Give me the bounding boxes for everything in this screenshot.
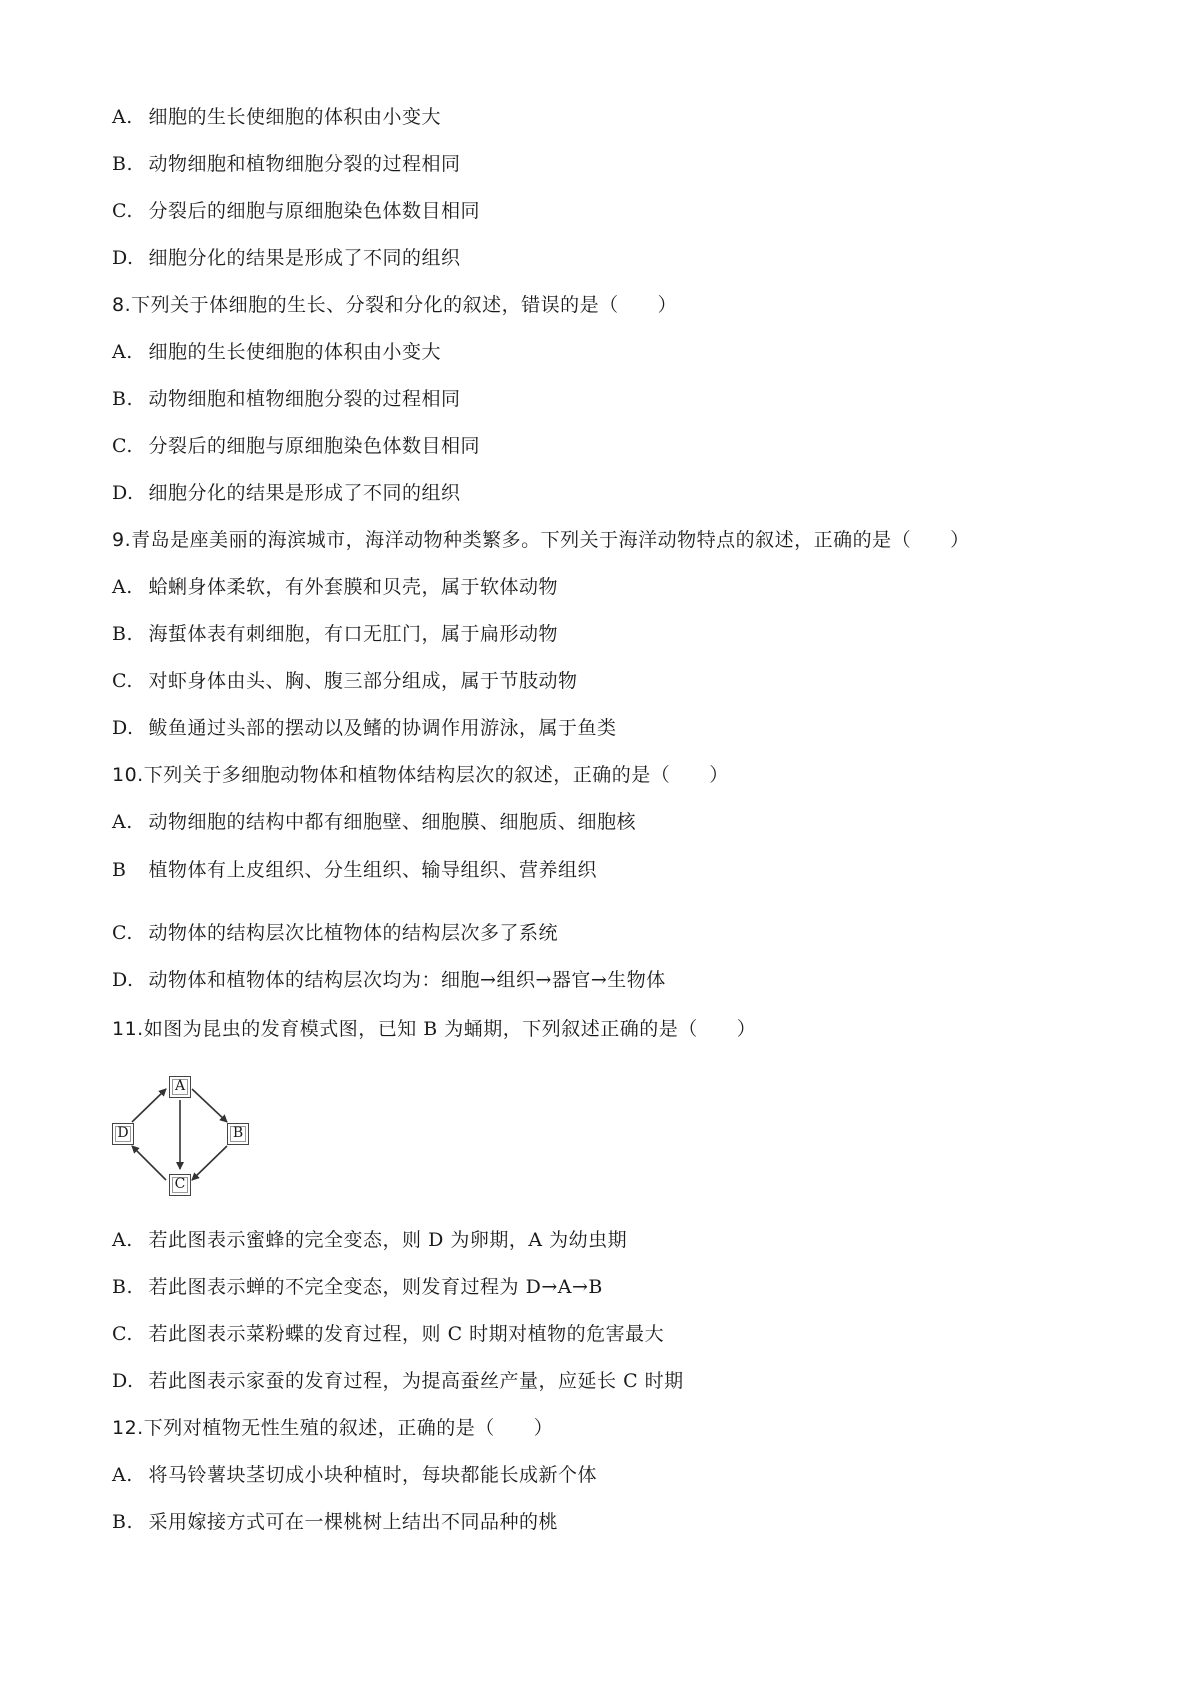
option-label: B. <box>112 1511 134 1533</box>
option-text: 若此图表示家蚕的发育过程，为提高蚕丝产量，应延长 C 时期 <box>148 1370 684 1392</box>
arrow-c-to-d <box>132 1146 166 1180</box>
node-c: C <box>169 1174 191 1196</box>
option-label: C. <box>112 200 133 222</box>
option-text: 动物体的结构层次比植物体的结构层次多了系统 <box>148 922 559 944</box>
option-text: 分裂后的细胞与原细胞染色体数目相同 <box>148 435 481 457</box>
option-a <box>112 574 558 600</box>
option-c <box>112 1321 664 1347</box>
question-number: 8. <box>112 294 132 316</box>
option-b <box>112 386 461 412</box>
option-label: A. <box>112 1464 133 1486</box>
option-text: 将马铃薯块茎切成小块种植时，每块都能长成新个体 <box>148 1464 598 1486</box>
question-number: 12. <box>112 1417 144 1439</box>
option-label: A. <box>112 576 133 598</box>
option-a <box>112 809 636 835</box>
option-text: 细胞的生长使细胞的体积由小变大 <box>148 106 442 128</box>
option-label: C. <box>112 1323 133 1345</box>
question-number: 11. <box>112 1018 144 1040</box>
option-d <box>112 480 461 506</box>
option-label: B. <box>112 153 134 175</box>
option-text: 细胞分化的结果是形成了不同的组织 <box>148 482 461 504</box>
option-text: 海蜇体表有刺细胞，有口无肛门，属于扁形动物 <box>148 623 559 645</box>
option-c <box>112 668 578 694</box>
node-b: B <box>227 1123 249 1145</box>
question-text: 下列关于体细胞的生长、分裂和分化的叙述，错误的是（ ） <box>131 294 678 316</box>
option-text: 动物体和植物体的结构层次均为：细胞→组织→器官→生物体 <box>148 969 666 991</box>
option-label: B <box>112 859 127 881</box>
insect-development-diagram <box>112 1076 262 1202</box>
option-label: A. <box>112 341 133 363</box>
option-text: 动物细胞和植物细胞分裂的过程相同 <box>148 153 461 175</box>
option-a <box>112 1462 597 1488</box>
option-text: 蛤蜊身体柔软，有外套膜和贝壳，属于软体动物 <box>148 576 559 598</box>
option-text: 动物细胞和植物细胞分裂的过程相同 <box>148 388 461 410</box>
option-label: A. <box>112 106 133 128</box>
option-a <box>112 339 441 365</box>
option-label: D. <box>112 717 134 739</box>
question-10 <box>112 762 729 788</box>
option-label: B. <box>112 623 134 645</box>
option-text: 鲅鱼通过头部的摆动以及鳍的协调作用游泳，属于鱼类 <box>148 717 617 739</box>
option-text: 若此图表示蝉的不完全变态，则发育过程为 D→A→B <box>148 1276 603 1298</box>
option-b <box>112 1274 603 1300</box>
option-a <box>112 104 441 130</box>
option-label: D. <box>112 969 134 991</box>
option-a <box>112 1227 627 1253</box>
option-label: B. <box>112 388 134 410</box>
option-label: D. <box>112 1370 134 1392</box>
option-d <box>112 245 461 271</box>
option-label: C. <box>112 922 133 944</box>
question-text: 下列关于多细胞动物体和植物体结构层次的叙述，正确的是（ ） <box>143 764 729 786</box>
node-d: D <box>112 1123 134 1145</box>
option-text: 采用嫁接方式可在一棵桃树上结出不同品种的桃 <box>148 1511 559 1533</box>
question-number: 9. <box>112 529 132 551</box>
option-text: 细胞的生长使细胞的体积由小变大 <box>148 341 442 363</box>
option-label: B. <box>112 1276 134 1298</box>
question-text: 青岛是座美丽的海滨城市，海洋动物种类繁多。下列关于海洋动物特点的叙述，正确的是（ ） <box>131 529 970 551</box>
node-a: A <box>169 1076 191 1098</box>
option-c <box>112 198 480 224</box>
question-11 <box>112 1016 756 1042</box>
option-b <box>112 1509 558 1535</box>
option-text: 若此图表示菜粉蝶的发育过程，则 C 时期对植物的危害最大 <box>148 1323 665 1345</box>
option-text: 细胞分化的结果是形成了不同的组织 <box>148 247 461 269</box>
option-text: 分裂后的细胞与原细胞染色体数目相同 <box>148 200 481 222</box>
option-label: D. <box>112 247 134 269</box>
question-number: 10. <box>112 764 144 786</box>
question-9 <box>112 527 970 553</box>
option-label: C. <box>112 435 133 457</box>
option-label: A. <box>112 811 133 833</box>
option-c <box>112 920 558 946</box>
question-text: 下列对植物无性生殖的叙述，正确的是（ ） <box>143 1417 554 1439</box>
option-c <box>112 433 480 459</box>
option-d <box>112 715 617 741</box>
option-d <box>112 1368 684 1394</box>
option-d <box>112 967 666 993</box>
arrow-b-to-c <box>192 1146 227 1180</box>
option-text: 植物体有上皮组织、分生组织、输导组织、营养组织 <box>148 859 598 881</box>
option-b <box>112 621 558 647</box>
option-b <box>112 857 597 883</box>
question-12 <box>112 1415 553 1441</box>
option-text: 动物细胞的结构中都有细胞壁、细胞膜、细胞质、细胞核 <box>148 811 637 833</box>
arrow-a-to-b <box>192 1089 227 1122</box>
option-b <box>112 151 461 177</box>
option-text: 若此图表示蜜蜂的完全变态，则 D 为卵期，A 为幼虫期 <box>148 1229 628 1251</box>
arrow-d-to-a <box>132 1089 166 1122</box>
option-label: C. <box>112 670 133 692</box>
option-label: A. <box>112 1229 133 1251</box>
question-text: 如图为昆虫的发育模式图，已知 B 为蛹期，下列叙述正确的是（ ） <box>143 1018 757 1040</box>
option-text: 对虾身体由头、胸、腹三部分组成，属于节肢动物 <box>148 670 578 692</box>
question-8 <box>112 292 677 318</box>
option-label: D. <box>112 482 134 504</box>
